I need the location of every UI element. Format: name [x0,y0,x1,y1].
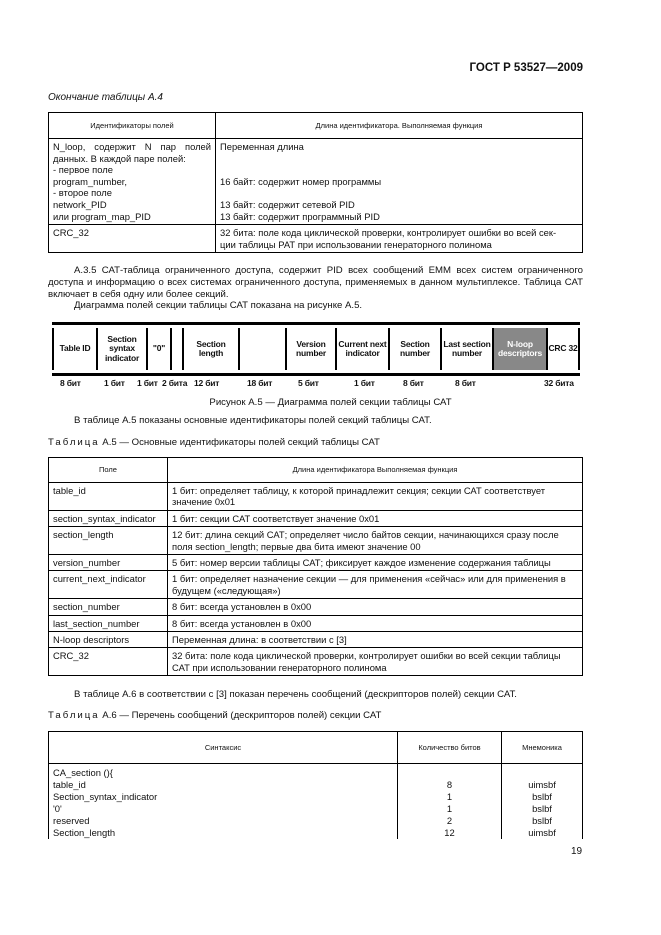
table-a6-bits: 8 [398,779,502,791]
table-a6-mnemonic [502,764,583,780]
table-row [49,779,583,791]
figure-a5-caption: Рисунок А.5 — Диаграмма полей секции таблицы САТ [209,397,452,408]
table-row [49,632,583,648]
table-a5-desc: 8 бит: всегда установлен в 0x00 [168,599,583,615]
table-a4-line: Переменная длина [220,141,304,152]
diagram-field-table-id: Table ID [52,328,96,370]
table-a5-field: current_next_indicator [49,571,168,599]
table-row [49,555,583,571]
diagram-bits-label: 5 бит [298,378,319,388]
diagram-bits-label: 8 бит [455,378,476,388]
table-a6-header-syntax: Синтаксис [49,732,398,764]
table-a6-header-bits: Количество битов [398,732,502,764]
table-a5-caption [48,437,380,448]
table-a5-field: section_syntax_indicator [49,510,168,526]
table-a6-syntax: Section_syntax_indicator [49,791,398,803]
table-a4-cell [216,139,583,225]
table-row [49,599,583,615]
table-row [49,483,583,511]
table-a4-line: 13 байт: содержит программный PID [220,210,380,222]
paragraph-diagram-intro: Диаграмма полей секции таблицы САТ показана на рисунке А.5. [74,300,363,311]
table-a4-line: N_loop, содержит N пар полей [53,141,211,152]
table-a6-bits: 1 [398,791,502,803]
document-standard-number: ГОСТ Р 53527—2009 [469,62,583,74]
table-row [49,510,583,526]
table-a4-header-function: Длина идентификатора. Выполняемая функция [216,113,583,139]
table-a6-syntax: table_id [49,779,398,791]
table-a4-line: данных. В каждой паре полей: [53,152,186,164]
diagram-field-blank [238,328,285,370]
diagram-field-current-next-indicator: Current next indicator [335,328,388,370]
table-a5-desc: 32 бита: поле кода циклической проверки, контролирует ошибки во всей секции таблицы САТ при использовании генераторного полинома [168,648,583,676]
diagram-field-section-number: Section number [388,328,440,370]
table-a5-header-function: Длина идентификатора Выполняемая функция [168,458,583,483]
diagram-bits-label: 8 бит [403,378,424,388]
table-a5-desc: 8 бит: всегда установлен в 0x00 [168,615,583,631]
table-a5-desc: 12 бит: длина секций САТ; определяет число байтов секции, начинающихся сразу после поля section_length; первые два бита имеют значение 00 [168,527,583,555]
table-a5-field: N-loop descriptors [49,632,168,648]
diagram-field-version-number: Version number [285,328,335,370]
diagram-field-crc32: CRC 32 [546,328,580,370]
diagram-field-section-syntax-indicator: Section syntax indicator [96,328,146,370]
table-a6-mnemonic: uimsbf [502,779,583,791]
table-a4-caption: Окончание таблицы А.4 [48,92,163,103]
diagram-bits-label: 8 бит [60,378,81,388]
table-a6-mnemonic: bslbf [502,791,583,803]
table-a5-desc: 1 бит: определяет назначение секции — для применения «сейчас» или для применения в будущем («следующая») [168,571,583,599]
table-a5-field: section_number [49,599,168,615]
table-a6-header-mnemonic: Мнемоника [502,732,583,764]
paragraph-table-a5-intro: В таблице А.5 показаны основные идентификаторы полей секций таблицы САТ. [74,415,432,426]
table-a6-caption-text: А.6 — Перечень сообщений (дескрипторов полей) секции САТ [102,710,382,721]
table-row [49,527,583,555]
table-a5-field: section_length [49,527,168,555]
diagram-bits-label: 1 бит [354,378,375,388]
table-a4-line: - первое поле [53,164,113,176]
table-a4-line: - второе поле [53,187,112,199]
table-a5 [48,457,583,676]
table-a5-field: table_id [49,483,168,511]
table-a4-line: program_number, [53,175,127,187]
page-number: 19 [571,846,583,857]
table-a6-bits: 1 [398,803,502,815]
table-a4-line: 32 бита: поле кода циклической проверки, контролирует ошибки во всей сек- [220,227,557,239]
table-a6-bits [398,764,502,780]
table-a6-syntax: CA_section (){ [49,764,398,780]
paragraph-a35: А.3.5 САТ-таблица ограниченного доступа, содержит PID всех сообщений ЕММ всех систем ограниченного доступа и информацию о всех системах ограниченного доступа, применяемых в данном мультиплексе. Таблица САТ включает в себя одну или более секций. [48,265,583,300]
table-a4-line: network_PID [53,198,107,210]
table-a6-caption-word: Таблица [48,710,100,721]
table-a5-field: version_number [49,555,168,571]
table-row [49,815,583,827]
table-a5-header-field: Поле [49,458,168,483]
diagram-field-section-length: Section length [182,328,238,370]
table-a4-line: ции таблицы РАТ при использовании генераторного полинома [220,238,492,250]
table-row [49,803,583,815]
table-a6-mnemonic: bslbf [502,815,583,827]
diagram-bits-label: 18 бит [247,378,273,388]
table-a6-syntax: '0' [49,803,398,815]
table-a5-desc: 5 бит: номер версии таблицы САТ; фиксирует каждое изменение содержания таблицы [168,555,583,571]
table-row [49,764,583,780]
diagram-bits-label: 12 бит [194,378,220,388]
diagram-bits-label: 1 бит [104,378,125,388]
table-a6-mnemonic: uimsbf [502,827,583,839]
diagram-bits-label: 1 бит [137,378,158,388]
table-row [49,827,583,839]
table-a4-line: 16 байт: содержит номер программы [220,175,382,187]
diagram-field-last-section-number: Last section number [440,328,492,370]
table-a5-field: last_section_number [49,615,168,631]
table-row [49,571,583,599]
diagram-field-n-loop-descriptors: N-loop descriptors [492,328,546,370]
table-row [49,615,583,631]
table-a6-mnemonic: bslbf [502,803,583,815]
table-a4 [48,112,583,253]
table-a6-bits: 12 [398,827,502,839]
table-a6-bits: 2 [398,815,502,827]
diagram-bits-label: 32 бита [544,378,574,388]
table-a4-line: 13 байт: содержит сетевой PID [220,198,355,210]
diagram-field-zero: "0" [146,328,170,370]
table-a4-line: или program_map_PID [53,210,151,222]
diagram-field-reserved [170,328,182,370]
table-a4-cell [49,139,216,225]
table-a5-desc: 1 бит: определяет таблицу, к которой принадлежит секция; секции САТ соответствует значение 0x01 [168,483,583,511]
table-a6-caption [48,710,381,721]
table-row [49,791,583,803]
cat-section-diagram [52,322,580,376]
table-a5-field: CRC_32 [49,648,168,676]
table-a5-desc: Переменная длина: в соответствии с [3] [168,632,583,648]
paragraph-table-a6-intro: В таблице А.6 в соответствии с [3] показан перечень сообщений (дескрипторов полей) секции САТ. [74,689,517,700]
diagram-bits-label: 2 бита [162,378,188,388]
table-a4-cell: CRC_32 [49,225,216,253]
table-a5-caption-word: Таблица [48,437,100,448]
table-a5-desc: 1 бит: секции САТ соответствует значение 0x01 [168,510,583,526]
table-a4-header-fields: Идентификаторы полей [49,113,216,139]
table-a6 [48,731,583,839]
table-a6-syntax: Section_length [49,827,398,839]
table-row [49,648,583,676]
table-a4-cell [216,225,583,253]
table-a6-syntax: reserved [49,815,398,827]
table-a5-caption-text: А.5 — Основные идентификаторы полей секций таблицы САТ [102,437,380,448]
